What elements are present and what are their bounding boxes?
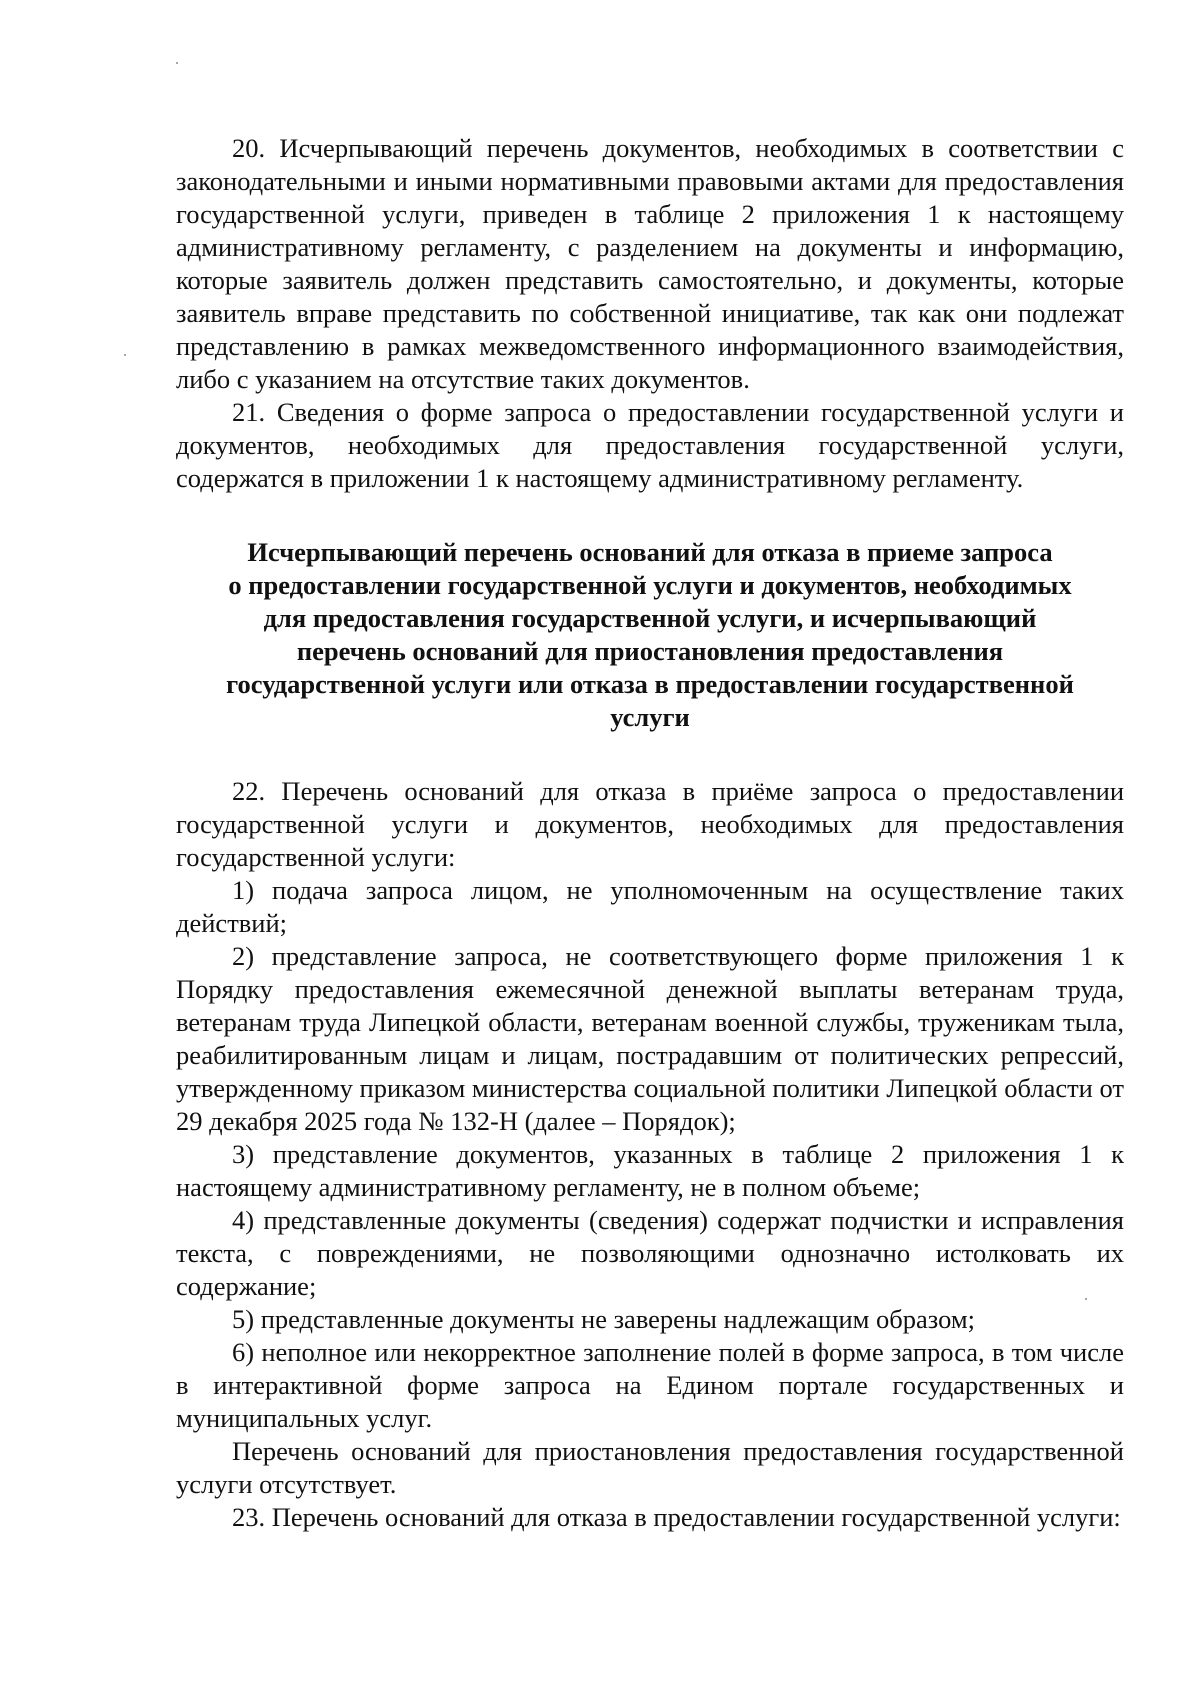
section-heading <box>176 536 1124 734</box>
paragraph-23: 23. Перечень оснований для отказа в предоставлении государственной услуги: <box>232 1502 1121 1532</box>
heading-line: государственной услуги или отказа в предоставлении государственной <box>226 669 1074 699</box>
scan-speck <box>124 354 126 356</box>
paragraph-20: 20. Исчерпывающий перечень документов, необходимых в соответствии с законодательными и иными нормативными правовыми актами для предоставления государственной услуги, приведен в таблице 2 приложения 1 к настоящему административному регламенту, с разделением на документы и информацию, которые заявитель должен представить самостоятельно, и документы, которые заявитель вправе представить по собственной инициативе, так как они подлежат представлению в рамках межведомственного информационного взаимодействия, либо с указанием на отсутствие таких документов. <box>176 133 1124 394</box>
document-body <box>176 132 1124 1534</box>
list-item-5: 5) представленные документы не заверены надлежащим образом; <box>232 1304 975 1334</box>
heading-line: о предоставлении государственной услуги и документов, необходимых <box>228 570 1072 600</box>
list-item-3: 3) представление документов, указанных в таблице 2 приложения 1 к настоящему административному регламенту, не в полном объеме; <box>176 1139 1124 1202</box>
suspension-note: Перечень оснований для приостановления предоставления государственной услуги отсутствует. <box>176 1436 1124 1499</box>
list-item-6: 6) неполное или некорректное заполнение полей в форме запроса, в том числе в интерактивной форме запроса на Едином портале государственных и муниципальных услуг. <box>176 1337 1124 1433</box>
heading-line: для предоставления государственной услуги, и исчерпывающий <box>263 603 1037 633</box>
paragraph-22: 22. Перечень оснований для отказа в приёме запроса о предоставлении государственной услуги и документов, необходимых для предоставления государственной услуги: <box>176 776 1124 872</box>
list-item-1: 1) подача запроса лицом, не уполномоченным на осуществление таких действий; <box>176 875 1124 938</box>
scan-speck <box>176 62 178 64</box>
list-item-2: 2) представление запроса, не соответствующего форме приложения 1 к Порядку предоставления ежемесячной денежной выплаты ветеранам труда, ветеранам труда Липецкой области, ветеранам военной службы, труженикам тыла, реабилитированным лицам и лицам, пострадавшим от политических репрессий, утвержденному приказом министерства социальной политики Липецкой области от 29 декабря 2025 года № 132-Н (далее – Порядок); <box>176 941 1124 1136</box>
heading-line: перечень оснований для приостановления предоставления <box>296 636 1004 666</box>
list-item-4: 4) представленные документы (сведения) содержат подчистки и исправления текста, с повреждениями, не позволяющими однозначно истолковать их содержание; <box>176 1205 1124 1301</box>
heading-line: услуги <box>610 702 690 732</box>
heading-line: Исчерпывающий перечень оснований для отказа в приеме запроса <box>247 537 1053 567</box>
paragraph-21: 21. Сведения о форме запроса о предоставлении государственной услуги и документов, необходимых для предоставления государственной услуги, содержатся в приложении 1 к настоящему административному регламенту. <box>176 397 1124 493</box>
